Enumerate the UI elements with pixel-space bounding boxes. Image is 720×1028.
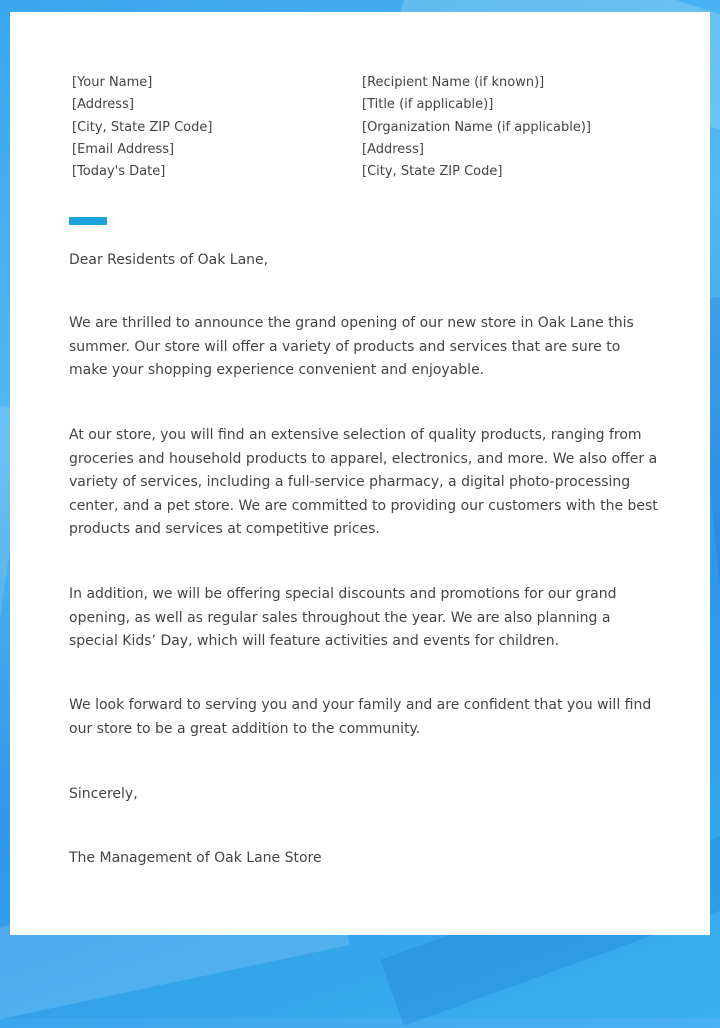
paragraph-4 bbox=[69, 694, 661, 741]
sender-name: [Your Name] bbox=[72, 75, 153, 90]
paragraph-text: At our store, you will find an extensive selection of quality products, ranging from groceries and household products to apparel, electronics, and more. We also offer a variety of services, including a full-service pharmacy, a digital photo-processing center, and a pet store. We are committed to providing our customers with the best products and services at competitive prices. bbox=[69, 427, 658, 537]
recipient-name: [Recipient Name (if known)] bbox=[362, 75, 545, 90]
salutation bbox=[69, 249, 661, 273]
sender-city-state-zip: [City, State ZIP Code] bbox=[72, 119, 213, 135]
paragraph-2 bbox=[69, 424, 661, 542]
recipient-address-block bbox=[362, 72, 591, 183]
signature bbox=[69, 847, 661, 871]
recipient-address: [Address] bbox=[362, 141, 424, 157]
paragraph-text: In addition, we will be offering special discounts and promotions for our grand opening, as well as regular sales throughout the year. We are also planning a special Kids’ Day, which will feature activities and events for children. bbox=[69, 586, 617, 649]
letter-page bbox=[10, 12, 710, 935]
signature-text: The Management of Oak Lane Store bbox=[69, 850, 322, 866]
closing-text: Sincerely, bbox=[69, 786, 138, 802]
letter-date: [Today's Date] bbox=[72, 164, 166, 180]
sender-email: [Email Address] bbox=[72, 141, 175, 157]
recipient-title: [Title (if applicable)] bbox=[362, 97, 494, 113]
paragraph-text: We look forward to serving you and your family and are confident that you will find our store to be a great addition to the community. bbox=[69, 697, 652, 737]
paragraph-3 bbox=[69, 583, 661, 654]
salutation-text: Dear Residents of Oak Lane, bbox=[69, 252, 269, 268]
recipient-organization: [Organization Name (if applicable)] bbox=[362, 119, 592, 135]
closing bbox=[69, 783, 661, 807]
accent-bar bbox=[69, 217, 107, 225]
sender-address: [Address] bbox=[72, 97, 134, 113]
sender-address-block bbox=[72, 72, 212, 183]
paragraph-1 bbox=[69, 312, 661, 383]
paragraph-text: We are thrilled to announce the grand opening of our new store in Oak Lane this summer. Our store will offer a variety of products and services that are sure to make your shopping experience convenient and enjoyable. bbox=[69, 315, 634, 378]
recipient-city-state-zip: [City, State ZIP Code] bbox=[362, 164, 503, 180]
